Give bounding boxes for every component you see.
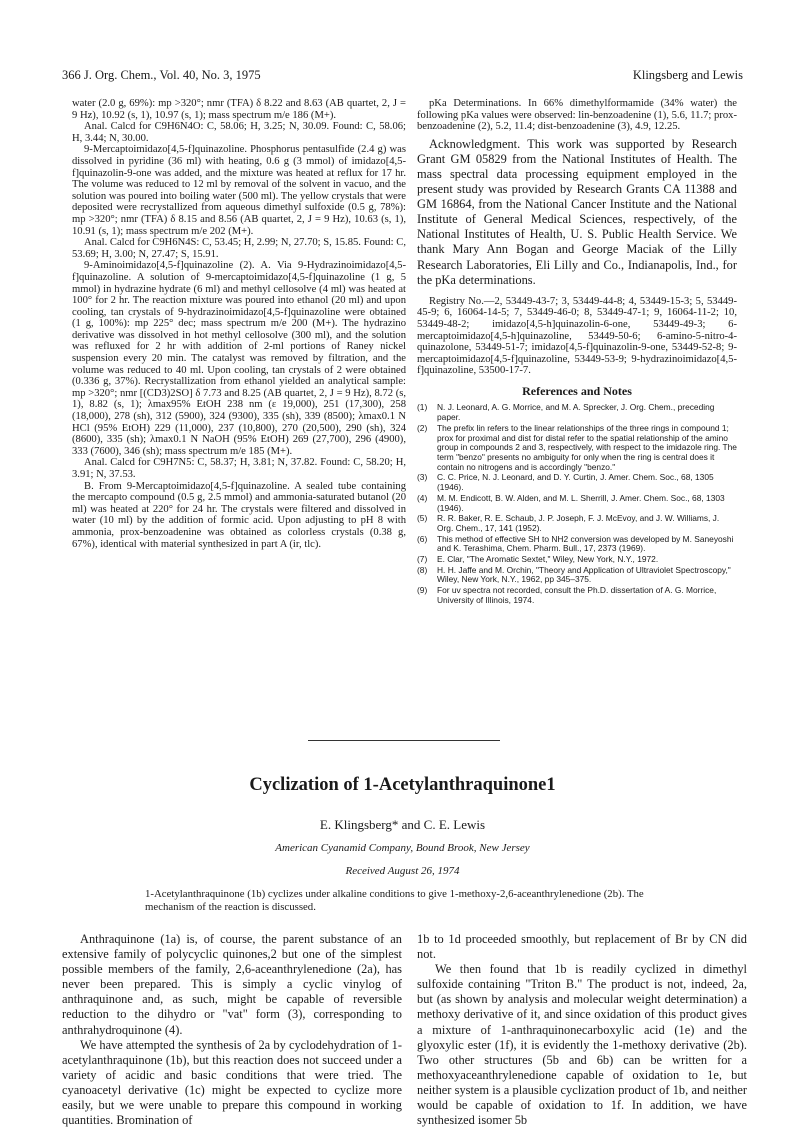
reference-number: (8) [417, 564, 428, 575]
article-affiliation: American Cyanamid Company, Bound Brook, New Jersey [275, 842, 530, 854]
running-header [62, 68, 743, 84]
experimental-paragraph: Anal. Calcd for C9H6N4O: C, 58.06; H, 3.25; N, 30.09. Found: C, 58.06; H, 3.44; N, 30.00. [72, 121, 406, 144]
reference-text: M. M. Endicott, B. W. Alden, and M. L. Sherrill, J. Amer. Chem. Soc., 68, 1303 (1946). [437, 492, 725, 513]
reference-item [417, 424, 737, 473]
reference-number: (6) [417, 533, 428, 544]
article-body-left [62, 932, 402, 1128]
body-paragraph: We have attempted the synthesis of 2a by cyclodehydration of 1-acetylanthraquinone (1b), but this reaction does not succeed under a variety of acidic and basic conditions that were tried. The cyanoacetyl derivative (1c) might be expected to cyclize more easily, but we were unable to prepare this compound in working quantities. Bromination of [62, 1037, 402, 1128]
references-list [417, 403, 737, 605]
reference-item [417, 473, 737, 492]
experimental-paragraph: Anal. Calcd for C9H7N5: C, 58.37; H, 3.81; N, 37.82. Found: C, 58.20; H, 3.91; N, 37.53. [72, 457, 406, 480]
reference-number: (1) [417, 402, 428, 413]
reference-item [417, 514, 737, 533]
reference-number: (9) [417, 585, 428, 596]
experimental-paragraph: B. From 9-Mercaptoimidazo[4,5-f]quinazoline. A sealed tube containing the mercapto compound (0.5 g, 2.5 mmol) and ammonia-saturated butanol (20 ml) was heated at 220° for 24 hr. The crystals were filtered and dissolved in water (10 ml) by the addition of formic acid. Upon adjusting to pH 8 with ammonia, prox-benzoadenine was obtained as colorless crystals (0.38 g, 67%), identical with material synthesized in part A (ir, tlc). [72, 480, 406, 550]
reference-text: C. C. Price, N. J. Leonard, and D. Y. Curtin, J. Amer. Chem. Soc., 68, 1305 (1946). [437, 472, 714, 493]
reference-item [417, 586, 737, 605]
running-authors: Klingsberg and Lewis [632, 68, 743, 82]
reference-text: This method of effective SH to NH2 conversion was developed by M. Saneyoshi and K. Terashima, Chem. Pharm. Bull., 17, 2373 (1969). [437, 533, 734, 554]
body-paragraph: 1b to 1d proceeded smoothly, but replacement of Br by CN did not. [417, 932, 747, 962]
reference-text: For uv spectra not recorded, consult the Ph.D. dissertation of A. G. Morrice, University of Illinois, 1974. [437, 585, 717, 605]
reference-item [417, 494, 737, 513]
experimental-paragraph: water (2.0 g, 69%): mp >320°; nmr (TFA) δ 8.22 and 8.63 (AB quartet, 2, J = 9 Hz), 10.92 (s, 1), 10.97 (s, 1); mass spectrum m/e 186 (M+). [72, 98, 406, 121]
reference-text: The prefix lin refers to the linear relationships of the three rings in compound 1; prox for proximal and dist for distal refer to the spatial relationship of the amino group in compounds 2 and 3, respectively, with respect to the imidazole ring. The term "benzo" presents no ambiguity for only when the ring is central does it contain no nitrogens and is accordingly "benzo." [437, 422, 737, 472]
reference-number: (3) [417, 472, 428, 483]
experimental-paragraph: 9-Mercaptoimidazo[4,5-f]quinazoline. Phosphorus pentasulfide (2.4 g) was dissolved in pyridine (36 ml) with heating, 0.6 g (3 mmol) of imidazo[4,5-f]quinazolin-9-one was added, and the mixture was heated at reflux for 17 hr. The volume was reduced to 12 ml by removal of the solvent in vacuo, and the solution was poured into boiling water (500 ml). The yellow crystals that were deposited were recrystallized from aqueous dimethyl sulfoxide (0.5 g, 78%): mp >320°; nmr (TFA) δ 8.15 and 8.56 (AB quartet, 2, J = 9 Hz), 10.63 (s, 1), 10.91 (s, 1); mass spectrum m/e 202 (M+). [72, 144, 406, 237]
article-authors: E. Klingsberg* and C. E. Lewis [319, 817, 486, 832]
reference-text: E. Clar, "The Aromatic Sextet," Wiley, New York, N.Y., 1972. [437, 554, 659, 565]
reference-text: H. H. Jaffe and M. Orchin, "Theory and Application of Ultraviolet Spectroscopy," Wiley, New York, N.Y., 1962, pp 345–375. [437, 564, 731, 585]
registry-paragraph: Registry No.—2, 53449-43-7; 3, 53449-44-8; 4, 53449-15-3; 5, 53449-45-9; 6, 16064-14-5; 7, 53449-46-0; 8, 53449-47-1; 9, 16064-11-2; 10, 53449-48-2; imidazo[4,5-h]quinazolin-6-one, 53449-49-3; 6-mercaptoimidazo[4,5-h]quinazoline, 53449-50-6; 6-amino-5-nitro-4-quinazolone, 53449-51-7; imidazo[4,5-f]quinazolin-9-one, 53449-52-8; 9-mercaptoimidazo[4,5-f]quinazoline, 53449-53-9; 9-hydrazinoimidazo[4,5-f]quinazoline, 53500-17-7. [417, 295, 737, 377]
previous-article-left-column [72, 98, 406, 550]
body-paragraph: Anthraquinone (1a) is, of course, the parent substance of an extensive family of polycyclic quinones,2 but one of the simplest possible members of the family, 2,6-aceanthrylenedione (2a), has never been prepared. This is simply a cyclic vinylog of anthraquinone and, as such, might be capable of reversible reduction to the dihydro or "vat" form (3), corresponding to anthrahydroquinone (4). [62, 932, 402, 1037]
experimental-paragraph: Anal. Calcd for C9H6N4S: C, 53.45; H, 2.99; N, 27.70; S, 15.85. Found: C, 53.69; H, 3.00; N, 27.47; S, 15.91. [72, 237, 406, 260]
references-heading: References and Notes [522, 383, 632, 398]
experimental-paragraph: 9-Aminoimidazo[4,5-f]quinazoline (2). A. Via 9-Hydrazinoimidazo[4,5-f]quinazoline. A solution of 9-mercaptoimidazo[4,5-f]quinazoline (1 g, 5 mmol) in hydrazine hydrate (6 ml) and methyl cellosolve (4 ml) was heated at 100° for 2 hr. The reaction mixture was poured into ethanol (20 ml) and upon cooling, tan crystals of 9-hydrazinoimidazo[4,5-f]quinazoline were obtained (1 g, 100%): mp 225° dec; mass spectrum m/e 200 (M+). The hydrazino derivative was dissolved in hot methyl cellosolve (300 ml), and the solution was refluxed for 2 hr with addition of 2-ml portions of Raney nickel suspension every 20 min. The catalyst was removed by filtration, and the volume was reduced to 40 ml. Upon cooling, tan crystals of 2 were obtained (0.336 g, 37%). Recrystallization from ethanol yielded an analytical sample: mp >320°; nmr [(CD3)2SO] δ 7.73 and 8.25 (AB quartet, 2, J = 9 Hz), 8.72 (s, 1), 8.82 (s, 1); λmax95% EtOH 238 nm (ε 19,000), 251 (17,300), 258 (18,000), 278 (sh), 312 (5900), 324 (9300), 335 (sh), 339 (8500); λmax0.1 N HCl (95% EtOH) 229 (11,000), 237 (10,800), 270 (20,500), 290 (sh), 324 (8600), 335 (sh); λmax0.1 N NaOH (95% EtOH) 269 (27,700), 296 (4900), 333 (7600), 346 (sh); mass spectrum m/e 185 (M+). [72, 260, 406, 457]
article-body-right [417, 932, 747, 1128]
received-date: Received August 26, 1974 [345, 865, 460, 877]
reference-number: (5) [417, 513, 428, 524]
article-title: Cyclization of 1-Acetylanthraquinone1 [249, 775, 556, 795]
pka-paragraph: pKa Determinations. In 66% dimethylformamide (34% water) the following pKa values were observed: lin-benzoadenine (1), 5.6, 11.7; prox-benzoadenine (2), 5.2, 11.4; dist-benzoadenine (3), 4.9, 12.25. [417, 98, 737, 133]
article-divider [308, 740, 500, 741]
page-citation: 366 J. Org. Chem., Vol. 40, No. 3, 1975 [62, 68, 261, 82]
previous-article-right-column [417, 98, 737, 607]
reference-number: (7) [417, 554, 428, 565]
reference-item [417, 555, 737, 565]
abstract: 1-Acetylanthraquinone (1b) cyclizes under alkaline conditions to give 1-methoxy-2,6-aceanthrylenedione (2b). The mechanism of the reaction is discussed. [145, 888, 644, 913]
body-paragraph: We then found that 1b is readily cyclized in dimethyl sulfoxide containing "Triton B." The product is not, indeed, 2a, but (as shown by analysis and molecular weight determination) a methoxy derivative of it, and since oxidation of this product gives a mixture of 1-anthraquinonecarboxylic acid (1e) and the glyoxylic ester (1f), it is evidently the 1-methoxy derivative (2b). Two other structures (5b and 6b) can be written for a methoxyaceanthrylenedione capable of oxidation to 1e, but neither system is a plausible cyclization product of 1b, and neither would be capable of oxidation to 1f. In addition, we have synthesized isomer 5b [417, 962, 747, 1128]
reference-text: N. J. Leonard, A. G. Morrice, and M. A. Sprecker, J. Org. Chem., preceding paper. [437, 402, 715, 423]
reference-number: (2) [417, 422, 428, 433]
reference-text: R. R. Baker, R. E. Schaub, J. P. Joseph, F. J. McEvoy, and J. W. Williams, J. Org. Chem., 17, 141 (1952). [437, 513, 720, 533]
reference-number: (4) [417, 492, 428, 503]
reference-item [417, 403, 737, 422]
reference-item [417, 535, 737, 554]
acknowledgment-paragraph: Acknowledgment. This work was supported by Research Grant GM 05829 from the National Institutes of Health. The mass spectral data processing equipment employed in the present study was provided by Research Grants CA 11388 and GM 16864, from the National Cancer Institute and the National Institute of General Medical Sciences, respectively, of the National Institutes of Health, U. S. Public Health Service. We thank Mary Ann Bogan and George Maciak of the Lilly Research Laboratories, Eli Lilly and Co., Indianapolis, Ind., for the pKa determinations. [417, 136, 737, 287]
reference-item [417, 566, 737, 585]
